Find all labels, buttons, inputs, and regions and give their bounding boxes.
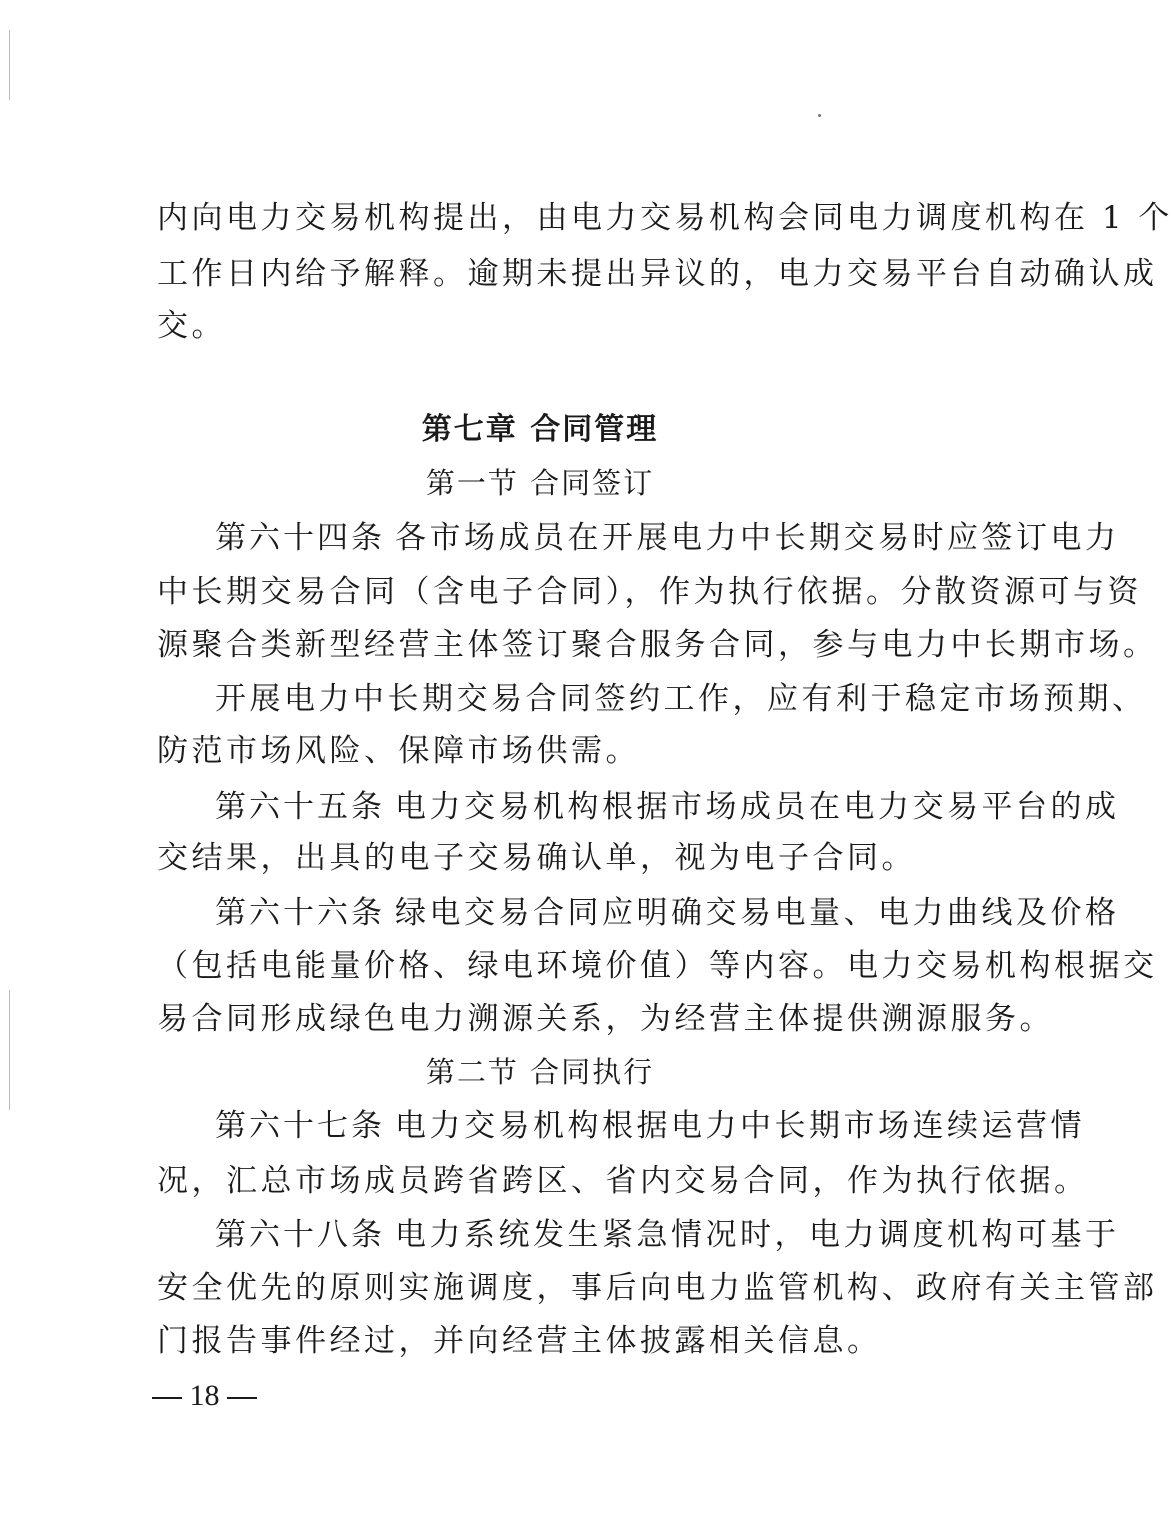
article-67-line: [215, 1106, 1085, 1146]
section-title: 第一节 合同签订: [425, 466, 655, 500]
chapter-title: 第七章 合同管理: [421, 412, 659, 447]
paragraph-line: 安全优先的原则实施调度，事后向电力监管机构、政府有关主管部: [157, 1270, 1158, 1306]
dash-right: [227, 1397, 257, 1399]
article-65-line: [215, 787, 1120, 827]
article-label: 第六十四条: [215, 520, 385, 556]
paragraph-line: 中长期交易合同（含电子合同），作为执行依据。分散资源可与资: [157, 574, 1142, 610]
scan-edge-mark: [9, 990, 10, 1110]
article-text: 各市场成员在开展电力中长期交易时应签订电力: [395, 520, 1120, 556]
paragraph-line: 工作日内给予解释。逾期未提出异议的，电力交易平台自动确认成: [157, 256, 1158, 292]
paragraph-line: 源聚合类新型经营主体签订聚合服务合同，参与电力中长期市场。: [157, 627, 1158, 663]
article-label: 第六十八条: [215, 1217, 385, 1253]
article-text: 电力交易机构根据市场成员在电力交易平台的成: [395, 789, 1120, 825]
paragraph-line: 况，汇总市场成员跨省跨区、省内交易合同，作为执行依据。: [157, 1163, 1089, 1199]
article-68-line: [215, 1215, 1120, 1255]
paragraph-line: 交。: [157, 308, 226, 344]
scan-speck: [818, 114, 821, 117]
article-label: 第六十六条: [215, 895, 385, 931]
page-number: [152, 1378, 257, 1414]
article-text: 电力交易机构根据电力中长期市场连续运营情: [395, 1108, 1085, 1144]
paragraph-line: 门报告事件经过，并向经营主体披露相关信息。: [157, 1323, 882, 1359]
article-label: 第六十七条: [215, 1108, 385, 1144]
scan-edge-mark: [9, 30, 10, 100]
paragraph-line: 开展电力中长期交易合同签约工作，应有利于稳定市场预期、: [215, 681, 1147, 717]
article-label: 第六十五条: [215, 789, 385, 825]
paragraph-line: （包括电能量价格、绿电环境价值）等内容。电力交易机构根据交: [157, 948, 1158, 984]
paragraph-line: 内向电力交易机构提出，由电力交易机构会同电力调度机构在 1 个: [157, 200, 1173, 236]
article-66-line: [215, 893, 1120, 933]
section-title: 第二节 合同执行: [425, 1055, 655, 1089]
page-number-value: 18: [189, 1379, 220, 1412]
article-text: 电力系统发生紧急情况时，电力调度机构可基于: [395, 1217, 1120, 1253]
paragraph-line: 防范市场风险、保障市场供需。: [157, 733, 640, 769]
paragraph-line: 易合同形成绿色电力溯源关系，为经营主体提供溯源服务。: [157, 1001, 1054, 1037]
paragraph-line: 交结果，出具的电子交易确认单，视为电子合同。: [157, 840, 916, 876]
article-text: 绿电交易合同应明确交易电量、电力曲线及价格: [395, 895, 1120, 931]
article-64-line: [215, 518, 1120, 558]
dash-left: [152, 1397, 182, 1399]
